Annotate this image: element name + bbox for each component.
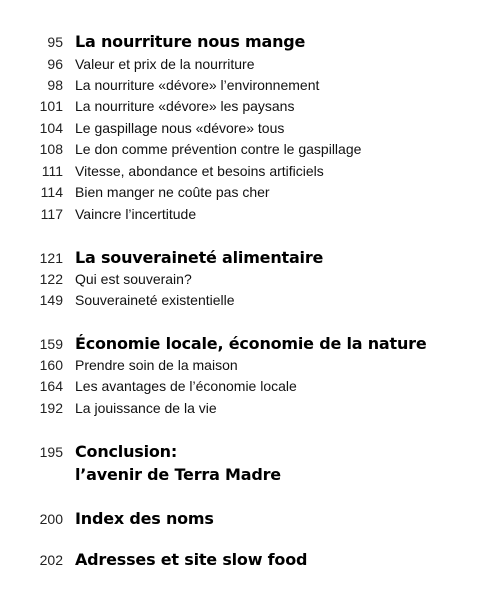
page-number: 96	[47, 56, 63, 72]
page-number: 95	[47, 34, 63, 50]
page-number: 108	[39, 141, 63, 157]
entry-title: Prendre soin de la maison	[75, 357, 238, 373]
page-number: 98	[47, 77, 63, 93]
page-number: 111	[41, 163, 63, 179]
toc-entry	[0, 120, 488, 136]
chapter-entry	[0, 509, 488, 528]
entry-title: La nourriture «dévore» l’environnement	[75, 77, 320, 93]
page-number: 192	[39, 400, 63, 416]
chapter-title: La souveraineté alimentaire	[75, 248, 324, 267]
toc-entry	[0, 77, 488, 93]
chapter-entry	[0, 248, 488, 267]
page-number: 117	[40, 206, 63, 222]
toc-entry	[0, 163, 488, 179]
toc-entry	[0, 184, 488, 200]
toc-entry	[0, 292, 488, 308]
toc-entry	[0, 56, 488, 72]
chapter-entry	[0, 334, 488, 353]
page-number: 159	[39, 336, 63, 352]
page-number: 195	[39, 444, 63, 460]
chapter-title: La nourriture nous mange	[75, 32, 306, 51]
toc-entry	[0, 378, 488, 394]
entry-title: Bien manger ne coûte pas cher	[75, 184, 270, 200]
toc-entry	[0, 98, 488, 114]
entry-title: La nourriture «dévore» les paysans	[75, 98, 295, 114]
page-number: 149	[39, 292, 63, 308]
chapter-title-continued: l’avenir de Terra Madre	[75, 465, 281, 484]
toc-entry	[0, 206, 488, 222]
page-number: 121	[39, 250, 63, 266]
chapter-title: Conclusion:	[75, 442, 178, 461]
chapter-entry	[0, 442, 488, 461]
page-number: 122	[39, 271, 63, 287]
entry-title: Vitesse, abondance et besoins artificiels	[75, 163, 324, 179]
chapter-title: Économie locale, économie de la nature	[75, 334, 427, 353]
toc-entry	[0, 400, 488, 416]
toc-entry	[0, 357, 488, 373]
entry-title: Souveraineté existentielle	[75, 292, 235, 308]
chapter-title: Adresses et site slow food	[75, 550, 308, 569]
entry-title: Le gaspillage nous «dévore» tous	[75, 120, 285, 136]
chapter-entry	[0, 32, 488, 51]
entry-title: Le don comme prévention contre le gaspillage	[75, 141, 362, 157]
entry-title: Qui est souverain?	[75, 271, 192, 287]
chapter-title: Index des noms	[75, 509, 214, 528]
chapter-entry	[0, 550, 488, 569]
entry-title: Les avantages de l’économie locale	[75, 378, 297, 394]
page-number: 202	[39, 552, 63, 568]
toc-entry	[0, 141, 488, 157]
page-number: 164	[39, 378, 63, 394]
toc-entry	[0, 271, 488, 287]
page-number: 200	[39, 511, 63, 527]
entry-title: La jouissance de la vie	[75, 400, 217, 416]
page-number: 114	[40, 184, 63, 200]
page-number: 104	[39, 120, 63, 136]
page-number: 101	[39, 98, 63, 114]
entry-title: Valeur et prix de la nourriture	[75, 56, 255, 72]
entry-title: Vaincre l’incertitude	[75, 206, 197, 222]
page-number: 160	[39, 357, 63, 373]
